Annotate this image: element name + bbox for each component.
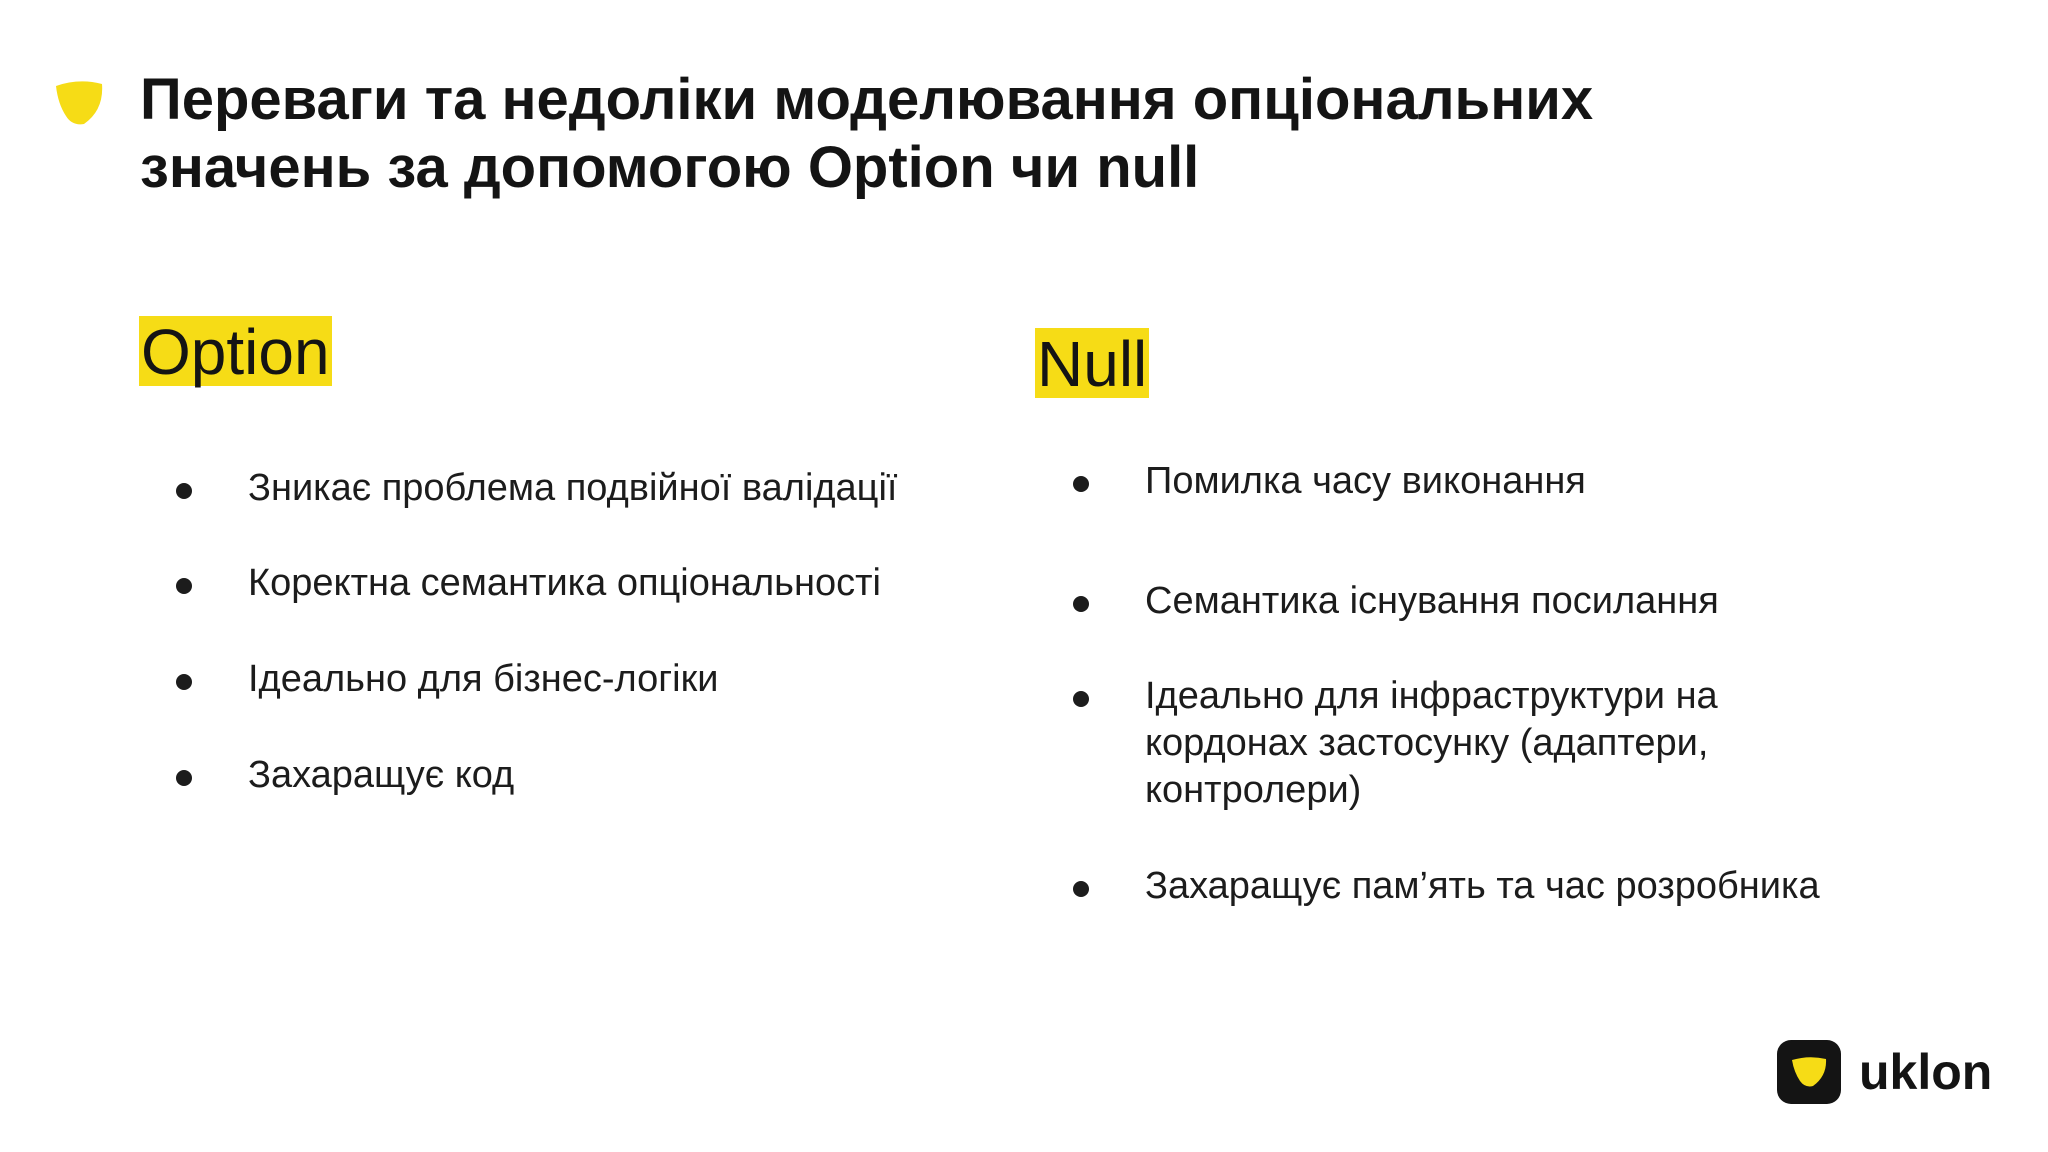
bullet-icon [176, 483, 192, 499]
title-line-1: Переваги та недоліки моделювання опціональних [140, 67, 1594, 132]
uklon-logo [1777, 1040, 1992, 1104]
bullet-icon [176, 578, 192, 594]
bullet-icon [1073, 691, 1089, 707]
list-item-text: Захаращує пам’ять та час розробника [1145, 865, 1820, 907]
uklon-logo-text: uklon [1859, 1044, 1993, 1100]
option-heading: Option [141, 316, 330, 388]
bullet-icon [1073, 881, 1089, 897]
list-item-text: Зникає проблема подвійної валідації [248, 467, 898, 509]
bullet-icon [176, 770, 192, 786]
title-line-2: значень за допомогою Option чи null [140, 135, 1200, 200]
list-item-text: Ідеально для інфраструктури на кордонах застосунку (адаптери, контролери) [1145, 675, 1718, 811]
uklon-logo-icon [1777, 1040, 1841, 1104]
bullet-icon [1073, 476, 1089, 492]
list-item-text: Семантика існування посилання [1145, 580, 1719, 622]
list-item-text: Коректна семантика опціональності [248, 562, 881, 604]
null-heading: Null [1037, 328, 1148, 400]
list-item-text: Ідеально для бізнес-логіки [248, 658, 719, 700]
title-accent-icon [54, 80, 104, 126]
bullet-icon [176, 674, 192, 690]
list-item-text: Захаращує код [248, 754, 515, 796]
bullet-icon [1073, 596, 1089, 612]
page-title [140, 66, 1940, 202]
list-item-text: Помилка часу виконання [1145, 460, 1586, 502]
